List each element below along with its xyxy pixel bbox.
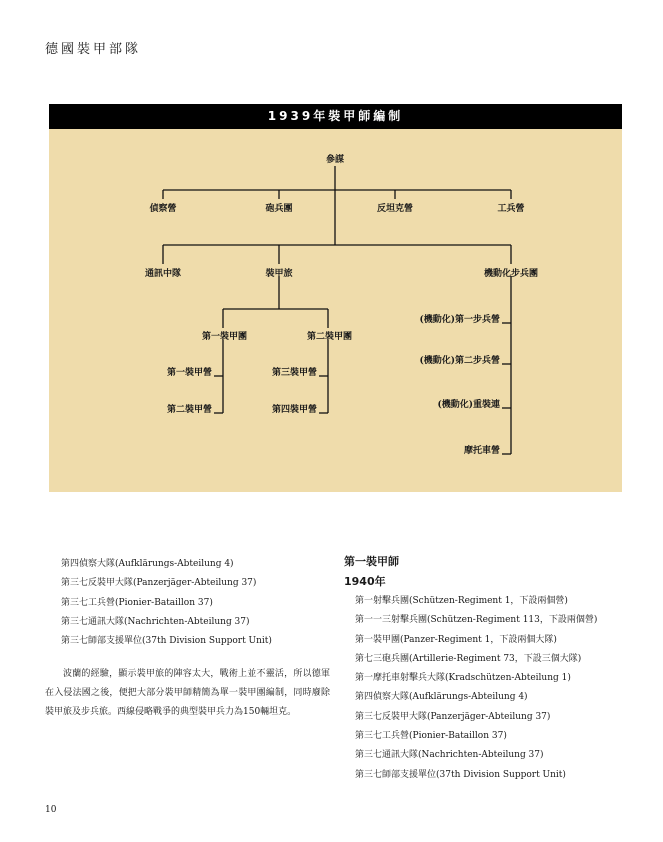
panzer-regiment-1-node: 第一裝甲團: [201, 332, 247, 342]
signals-company-node: 通訊中隊: [144, 269, 182, 279]
antitank-battalion-node: 反坦克營: [376, 204, 414, 214]
list-item: 第三七工兵營(Pionier-Bataillon 37): [61, 597, 213, 608]
year-heading: 1940年: [344, 575, 386, 588]
recon-battalion-node: 偵察營: [149, 204, 177, 214]
list-item: 第四偵察大隊(Aufklärungs-Abteilung 4): [61, 559, 234, 569]
panzer-brigade-node: 裝甲旅: [265, 269, 293, 279]
body-paragraph: [45, 665, 330, 722]
list-item: 第七三砲兵團(Artillerie-Regiment 73，下設三個大隊): [355, 653, 582, 664]
heavy-company-node: (機動化)重裝連: [437, 400, 500, 410]
list-item: 第一摩托車射擊兵大隊(Kradschützen-Abteilung 1): [355, 673, 571, 684]
list-item: 第一裝甲團(Panzer-Regiment 1，下設兩個大隊): [355, 634, 557, 645]
list-item: 第三七師部支援單位(37th Division Support Unit): [61, 636, 272, 647]
panzer-battalion-4-node: 第四裝甲營: [271, 405, 317, 415]
org-chart: [49, 104, 622, 492]
right-unit-list: [344, 552, 624, 785]
running-header: 德國裝甲部隊: [45, 42, 142, 57]
paragraph-text: 波蘭的經驗，顯示裝甲旅的陣容太大，戰術上並不靈活，所以德軍在入侵法國之後，便把大部分裝甲師精簡為單一裝甲團編制，同時廢除裝甲旅及步兵旅。西線侵略戰爭的典型裝甲兵力為150輛坦克。: [45, 669, 330, 717]
list-item: 第三七反裝甲大隊(Panzerjäger-Abteilung 37): [355, 711, 551, 722]
motorized-infantry-node: 機動化步兵團: [483, 269, 539, 279]
staff-node: 參謀: [325, 155, 345, 165]
artillery-regiment-node: 砲兵團: [265, 204, 293, 214]
list-item: 第四偵察大隊(Aufklärungs-Abteilung 4): [355, 692, 528, 703]
motorcycle-battalion-node: 摩托車營: [463, 446, 500, 456]
org-chart-title: 1939年裝甲師編制: [49, 104, 622, 129]
division-heading: 第一裝甲師: [344, 555, 399, 568]
list-item: 第三七反裝甲大隊(Panzerjäger-Abteilung 37): [61, 578, 257, 589]
infantry-battalion-1-node: (機動化)第一步兵營: [419, 315, 500, 325]
page-number: 10: [45, 805, 57, 815]
list-item: 第三七通訊大隊(Nachrichten-Abteilung 37): [355, 750, 544, 761]
list-item: 第三七師部支援單位(37th Division Support Unit): [355, 769, 566, 780]
left-unit-list: [45, 555, 330, 651]
panzer-battalion-3-node: 第三裝甲營: [271, 368, 317, 378]
list-item: 第三七通訊大隊(Nachrichten-Abteilung 37): [61, 616, 250, 627]
infantry-battalion-2-node: (機動化)第二步兵營: [419, 356, 500, 366]
list-item: 第三七工兵營(Pionier-Bataillon 37): [355, 731, 507, 742]
engineer-battalion-node: 工兵營: [497, 204, 525, 214]
list-item: 第一一三射擊兵團(Schützen-Regiment 113，下設兩個營): [355, 615, 598, 626]
list-item: 第一射擊兵團(Schützen-Regiment 1，下設兩個營): [355, 596, 568, 606]
panzer-regiment-2-node: 第二裝甲團: [306, 332, 352, 342]
panzer-battalion-2-node: 第二裝甲營: [166, 405, 212, 415]
panzer-battalion-1-node: 第一裝甲營: [166, 368, 212, 378]
